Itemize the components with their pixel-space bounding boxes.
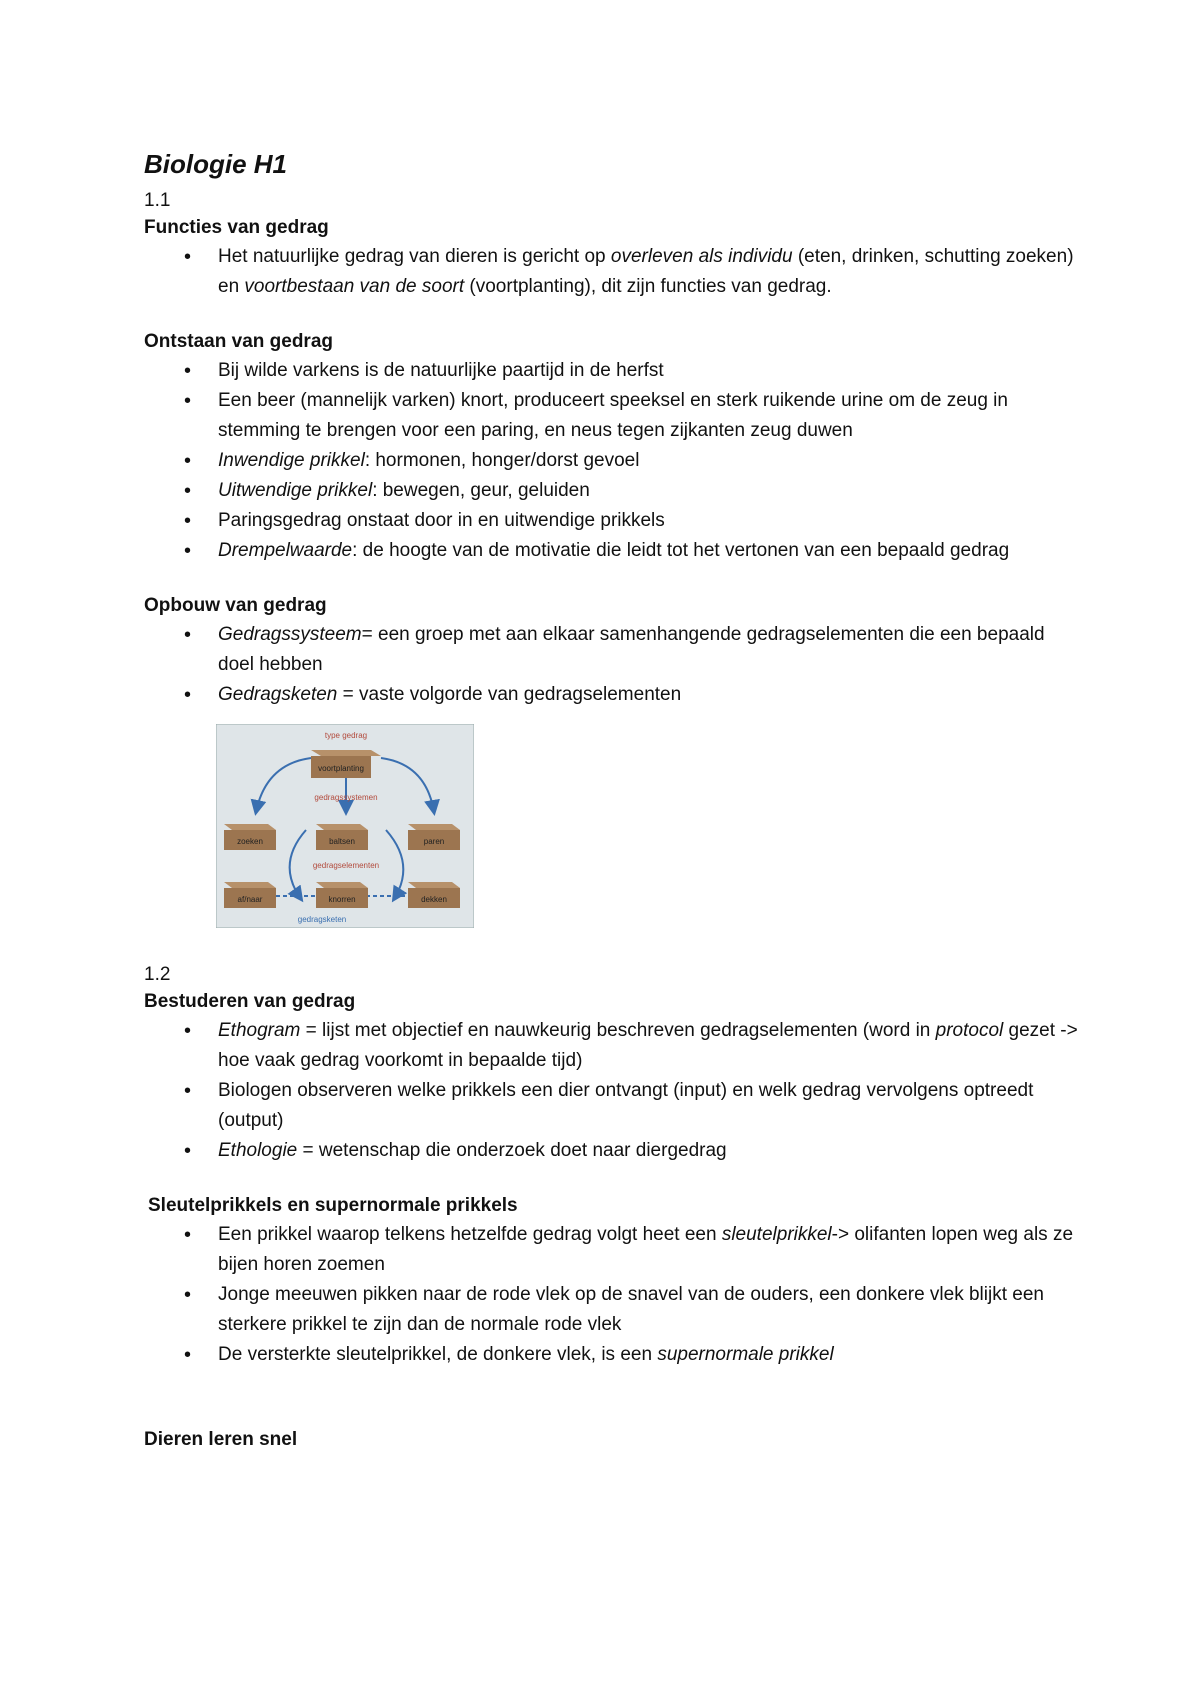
heading-dieren-leren: Dieren leren snel xyxy=(144,1429,298,1450)
list-item: • Inwendige prikkel: hormonen, honger/dorst gevoel xyxy=(218,446,1084,476)
heading-functies: Functies van gedrag xyxy=(144,217,329,238)
svg-text:baltsen: baltsen xyxy=(329,837,355,846)
list-opbouw xyxy=(144,620,1084,710)
list-bestuderen xyxy=(144,1016,1084,1166)
box-low-right xyxy=(408,882,460,908)
document-page xyxy=(144,148,1084,1454)
list-functies xyxy=(144,242,1084,302)
box-low-center xyxy=(316,882,368,908)
behaviour-boxes-figure xyxy=(216,724,474,928)
svg-text:dekken: dekken xyxy=(421,895,447,904)
heading-bestuderen: Bestuderen van gedrag xyxy=(144,991,356,1012)
list-item: • De versterkte sleutelprikkel, de donkere vlek, is een supernormale prikkel xyxy=(218,1340,1084,1370)
figure-label-systems: gedragssystemen xyxy=(314,793,378,802)
svg-text:af/naar: af/naar xyxy=(237,895,263,904)
list-sleutelprikkels xyxy=(144,1220,1084,1370)
list-item: • Biologen observeren welke prikkels een dier ontvangt (input) en welk gedrag vervolgens optreedt (output) xyxy=(218,1076,1084,1136)
list-item: • Ethologie = wetenschap die onderzoek doet naar diergedrag xyxy=(218,1136,1084,1166)
box-top xyxy=(311,750,381,778)
list-item: • Het natuurlijke gedrag van dieren is gericht op overleven als individu (eten, drinken, schutting zoeken) en voortbestaan van de soort (voortplanting), dit zijn functies van gedrag. xyxy=(218,242,1084,302)
list-item: • Paringsgedrag onstaat door in en uitwendige prikkels xyxy=(218,506,1084,536)
section-number-1-1: 1.1 xyxy=(144,190,171,211)
heading-opbouw: Opbouw van gedrag xyxy=(144,595,327,616)
document-title: Biologie H1 xyxy=(144,149,288,179)
heading-ontstaan: Ontstaan van gedrag xyxy=(144,331,333,352)
svg-text:paren: paren xyxy=(423,837,445,846)
list-ontstaan xyxy=(144,356,1084,566)
box-mid-left xyxy=(224,824,276,850)
figure-label-elements: gedragselementen xyxy=(312,861,380,870)
list-item: • Een beer (mannelijk varken) knort, produceert speeksel en sterk ruikende urine om de zeug in stemming te brengen voor een paring, en neus tegen zijkanten zeug duwen xyxy=(218,386,1084,446)
figure-label-type: type gedrag xyxy=(324,731,368,740)
section-number-1-2: 1.2 xyxy=(144,964,171,985)
heading-sleutelprikkels: Sleutelprikkels en supernormale prikkels xyxy=(148,1195,518,1216)
list-item: • Jonge meeuwen pikken naar de rode vlek op de snavel van de ouders, een donkere vlek blijkt een sterkere prikkel te zijn dan de normale rode vlek xyxy=(218,1280,1084,1340)
list-item: • Drempelwaarde: de hoogte van de motivatie die leidt tot het vertonen van een bepaald gedrag xyxy=(218,536,1084,566)
figure-svg xyxy=(216,724,474,928)
list-item: • Gedragsketen = vaste volgorde van gedragselementen xyxy=(218,680,1084,710)
svg-text:zoeken: zoeken xyxy=(237,837,263,846)
box-mid-right xyxy=(408,824,460,850)
list-item: • Een prikkel waarop telkens hetzelfde gedrag volgt heet een sleutelprikkel-> olifanten lopen weg als ze bijen horen zoemen xyxy=(218,1220,1084,1280)
box-low-left xyxy=(224,882,276,908)
list-item: • Gedragssysteem= een groep met aan elkaar samenhangende gedragselementen die een bepaald doel hebben xyxy=(218,620,1084,680)
list-item: • Ethogram = lijst met objectief en nauwkeurig beschreven gedragselementen (word in protocol gezet -> hoe vaak gedrag voorkomt in bepaalde tijd) xyxy=(218,1016,1084,1076)
svg-text:knorren: knorren xyxy=(328,895,356,904)
list-item: • Bij wilde varkens is de natuurlijke paartijd in de herfst xyxy=(218,356,1084,386)
figure-label-chain: gedragsketen xyxy=(297,915,347,924)
box-mid-center xyxy=(316,824,368,850)
list-item: • Uitwendige prikkel: bewegen, geur, geluiden xyxy=(218,476,1084,506)
svg-text:voortplanting: voortplanting xyxy=(318,764,364,773)
